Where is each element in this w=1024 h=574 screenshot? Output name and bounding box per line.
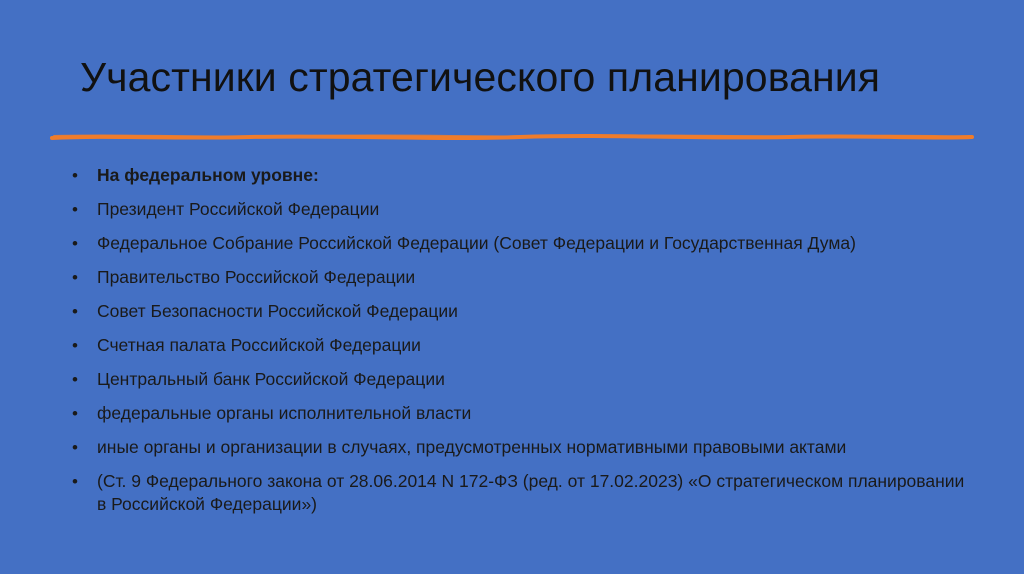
list-item	[70, 232, 970, 255]
list-item	[70, 402, 970, 425]
list-item	[70, 436, 970, 459]
bullet-icon: •	[72, 200, 78, 219]
bullet-icon: •	[72, 302, 78, 321]
bullet-icon: •	[72, 166, 78, 185]
bullet-icon: •	[72, 234, 78, 253]
list-item	[70, 198, 970, 221]
bullet-icon: •	[72, 336, 78, 355]
list-item-text: Совет Безопасности Российской Федерации	[97, 301, 458, 321]
list-item-text: иные органы и организации в случаях, предусмотренных нормативными правовыми актами	[97, 437, 847, 457]
slide-title: Участники стратегического планирования	[80, 54, 881, 100]
list-item-text: Счетная палата Российской Федерации	[97, 335, 421, 355]
list-item	[70, 470, 970, 516]
list-item-text: Федеральное Собрание Российской Федерации (Совет Федерации и Государственная Дума)	[97, 233, 856, 253]
list-item-text: На федеральном уровне:	[97, 165, 319, 185]
bullet-icon: •	[72, 438, 78, 457]
list-item-text: (Ст. 9 Федерального закона от 28.06.2014 N 172-ФЗ (ред. от 17.02.2023) «О стратегическом планировании в Российской Федерации»)	[97, 471, 965, 514]
list-item	[70, 300, 970, 323]
list-item-text: федеральные органы исполнительной власти	[97, 403, 472, 423]
list-item	[70, 334, 970, 357]
list-item-text: Президент Российской Федерации	[97, 199, 380, 219]
list-item-text: Центральный банк Российской Федерации	[97, 369, 445, 389]
bullet-icon: •	[72, 404, 78, 423]
bullet-icon: •	[72, 370, 78, 389]
title-divider-line	[50, 125, 974, 149]
list-item	[70, 368, 970, 391]
bullet-icon: •	[72, 268, 78, 287]
list-item-text: Правительство Российской Федерации	[97, 267, 416, 287]
list-item	[70, 266, 970, 289]
participants-list	[70, 164, 970, 527]
bullet-icon: •	[72, 472, 78, 491]
list-item	[70, 164, 970, 187]
